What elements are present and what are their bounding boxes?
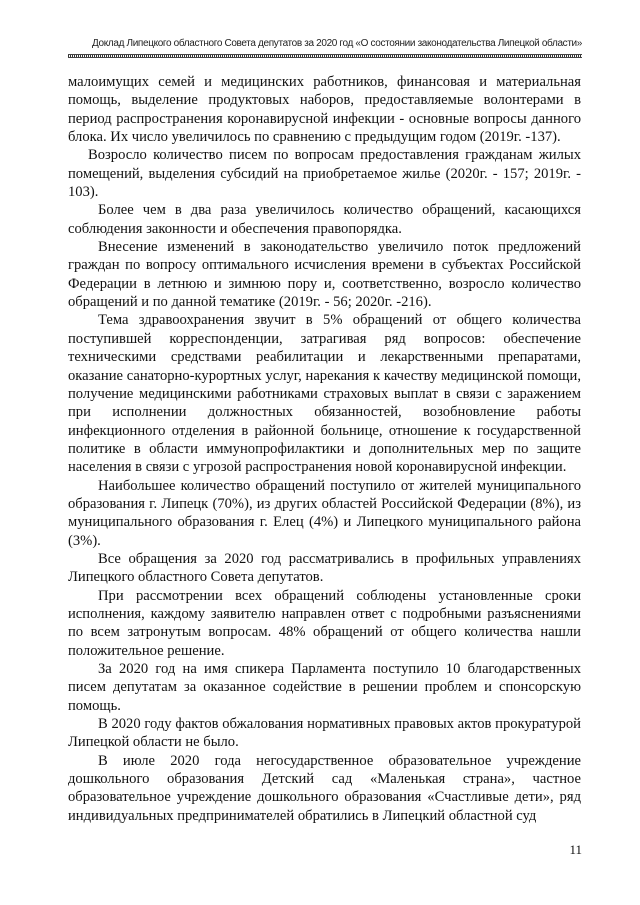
paragraph: Внесение изменений в законодательство увеличило поток предложений граждан по вопросу оптимального исчисления времени в субъектах Российской Федерации в летнюю и зимнюю пору и, соответственно, возросло количество обращений и по данной тематике (2019г. - 56; 2020г. -216).: [68, 239, 581, 311]
paragraph: В 2020 году фактов обжалования нормативных правовых актов прокуратурой Липецкой области не было.: [68, 716, 581, 751]
paragraph: Все обращения за 2020 год рассматривались в профильных управлениях Липецкого областного Совета депутатов.: [68, 550, 581, 586]
paragraph: Наибольшее количество обращений поступило от жителей муниципального образования г. Липецк (70%), из других областей Российской Федерации (8%), из муниципального образования г. Елец (4%) и Липецкого муниципального района (3%).: [68, 477, 581, 549]
document-body: [68, 73, 581, 825]
paragraph: За 2020 год на имя спикера Парламента поступило 10 благодарственных писем депутатам за оказанное содействие в решении проблем и спонсорскую помощь.: [68, 661, 581, 714]
paragraph: При рассмотрении всех обращений соблюдены установленные сроки исполнения, каждому заявителю направлен ответ с подробными разъяснениями по всем затронутым вопросам. 48% обращений от общего количества нашли положительное решение.: [68, 587, 581, 659]
paragraph: малоимущих семей и медицинских работников, финансовая и материальная помощь, выделение продуктовых наборов, предоставляемые волонтерами в период распространения коронавирусной инфекции - основные вопросы данного блока. Их число увеличилось по сравнению с предыдущим годом (2019г. -137).: [68, 74, 581, 146]
header-rule: [68, 54, 582, 58]
page-number: 11: [569, 842, 582, 857]
paragraph: Возросло количество писем по вопросам предоставления гражданам жилых помещений, выделения субсидий на приобретаемое жилье (2020г. - 157; 2019г. - 103).: [68, 147, 581, 201]
paragraph: Тема здравоохранения звучит в 5% обращений от общего количества поступившей корреспонденции, затрагивая ряд вопросов: обеспечение техническими средствами реабилитации и лекарственными препаратами, оказание санаторно-курортных услуг, нарекания к качеству медицинской помощи, получение медицинскими работниками страховых выплат в связи с заражением при исполнении должностных обязанностей, возобновление работы инфекционного отделения в районной больнице, отношение к государственной политике в области иммунопрофилактики и дополнительных мер по защите населения в связи с угрозой распространения новой коронавирусной инфекции.: [68, 312, 581, 476]
paragraph: В июле 2020 года негосударственное образовательное учреждение дошкольного образования Детский сад «Маленькая страна», частное образовательное учреждение дошкольного образования «Счастливые дети», ряд индивидуальных предпринимателей обратились в Липецкий областной суд: [68, 752, 581, 824]
paragraph: Более чем в два раза увеличилось количество обращений, касающихся соблюдения законности и обеспечения правопорядка.: [68, 202, 581, 237]
running-header: Доклад Липецкого областного Совета депутатов за 2020 год «О состоянии законодательства Липецкой области»: [91, 38, 582, 49]
